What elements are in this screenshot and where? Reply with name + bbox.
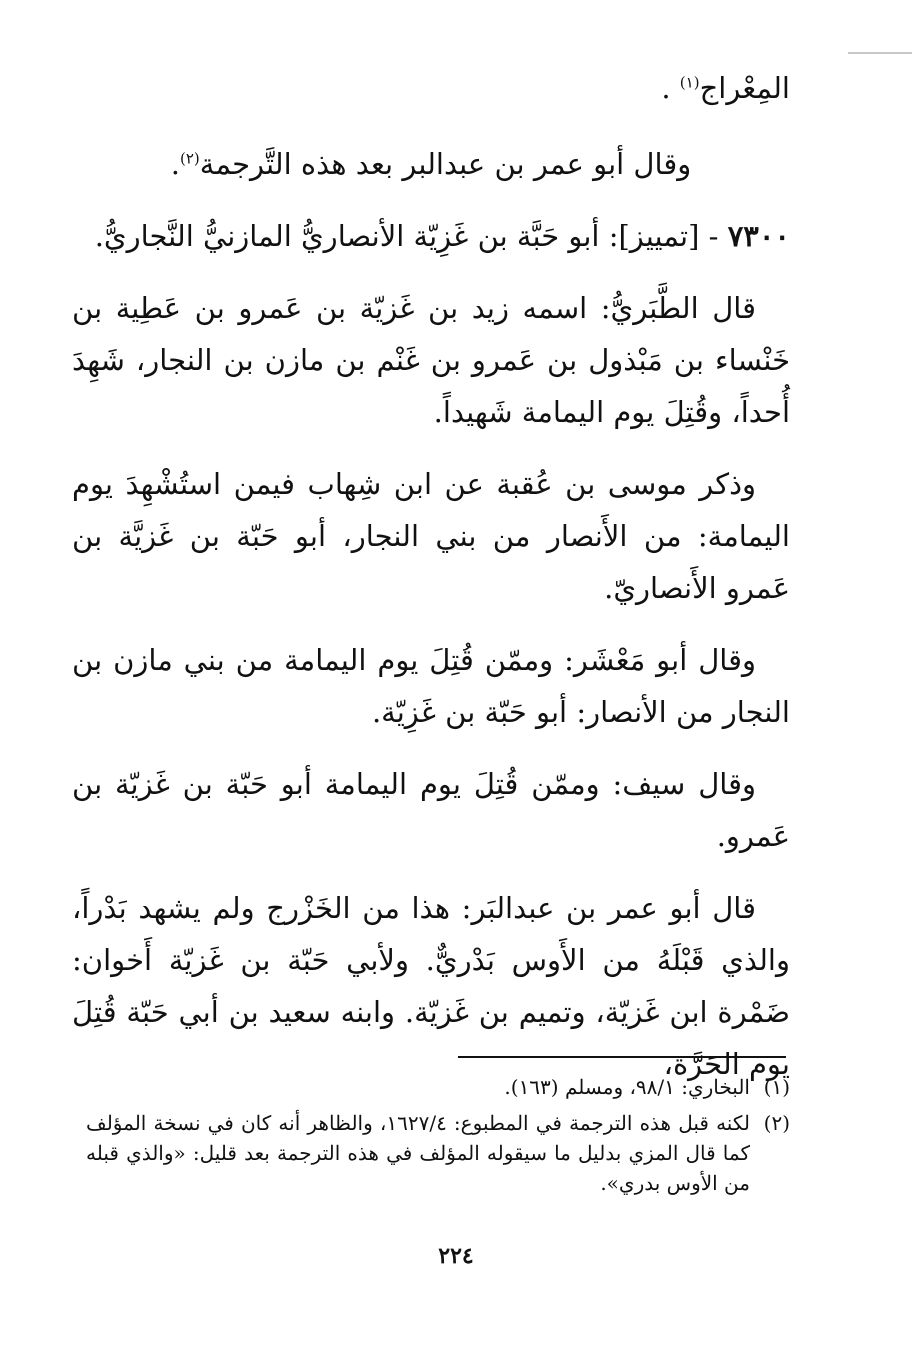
paragraph-text: وقال أبو عمر بن عبدالبر بعد هذه التَّرجمة	[199, 147, 692, 181]
paragraph-attribution	[72, 138, 790, 190]
footnote-reference-1: (١)	[679, 73, 700, 92]
paragraph-end: .	[661, 71, 680, 105]
paragraph-end: .	[170, 147, 180, 181]
footnotes	[86, 1072, 790, 1204]
footnote-1	[86, 1072, 790, 1102]
paragraph-text: المِعْراج	[699, 71, 790, 105]
paragraph-sayf: وقال سيف: وممّن قُتِلَ يوم اليمامة أبو حَبّة بن غَزيّة بن عَمرو.	[72, 767, 790, 853]
footnote-separator	[458, 1056, 786, 1058]
paragraph-tabari: قال الطَّبَريُّ: اسمه زيد بن غَزيّة بن عَمرو بن عَطِية بن خَنْساء بن مَبْذول بن عَمرو بن غَنْم بن مازن بن النجار، شَهِدَ أُحداً، وقُتِلَ يوم اليمامة شَهيداً.	[72, 291, 790, 429]
entry-title: - [تمييز]: أبو حَبَّة بن غَزِيّة الأنصاريُّ المازنيُّ النَّجاريُّ.	[94, 219, 728, 253]
scan-edge-mark	[848, 52, 912, 54]
paragraph-continuation	[72, 62, 790, 114]
footnote-number: (٢)	[763, 1111, 790, 1135]
footnote-number: (١)	[763, 1075, 790, 1099]
footnote-reference-2: (٢)	[180, 149, 200, 168]
entry-number: ٧٣٠٠	[727, 219, 790, 253]
paragraph-abu-umar: قال أبو عمر بن عبدالبَر: هذا من الخَزْرج ولم يشهد بَدْراً، والذي قَبْلَهُ من الأَوس بَدْريٌّ. ولأبي حَبّة بن غَزيّة أَخوان: ضَمْرة ابن غَزيّة، وتميم بن غَزيّة. وابنه سعيد بن أبي حَبّة قُتِلَ يوم الحَرَّة،	[72, 891, 790, 1081]
page-number: ٢٢٤	[438, 1243, 474, 1269]
footnote-text: لكنه قبل هذه الترجمة في المطبوع: ١٦٢٧/٤، والظاهر أنه كان في نسخة المؤلف كما قال المزي بدليل ما سيقوله المؤلف في هذه الترجمة بعد قليل: «والذي قبله من الأوس بدري».	[86, 1111, 750, 1195]
footnote-2	[86, 1108, 790, 1198]
paragraph-abu-mashar: وقال أبو مَعْشَر: وممّن قُتِلَ يوم اليمامة من بني مازن بن النجار من الأنصار: أبو حَبّة بن غَزِيّة.	[72, 643, 790, 729]
footnote-text: البخاري: ٩٨/١، ومسلم (١٦٣).	[504, 1075, 750, 1099]
paragraph-musa-bin-uqba: وذكر موسى بن عُقبة عن ابن شِهاب فيمن استُشْهِدَ يوم اليمامة: من الأَنصار من بني النجار، أبو حَبّة بن غَزيَّة بن عَمرو الأَنصاريّ.	[72, 467, 790, 605]
entry-heading	[72, 210, 790, 262]
main-text	[72, 62, 790, 1110]
